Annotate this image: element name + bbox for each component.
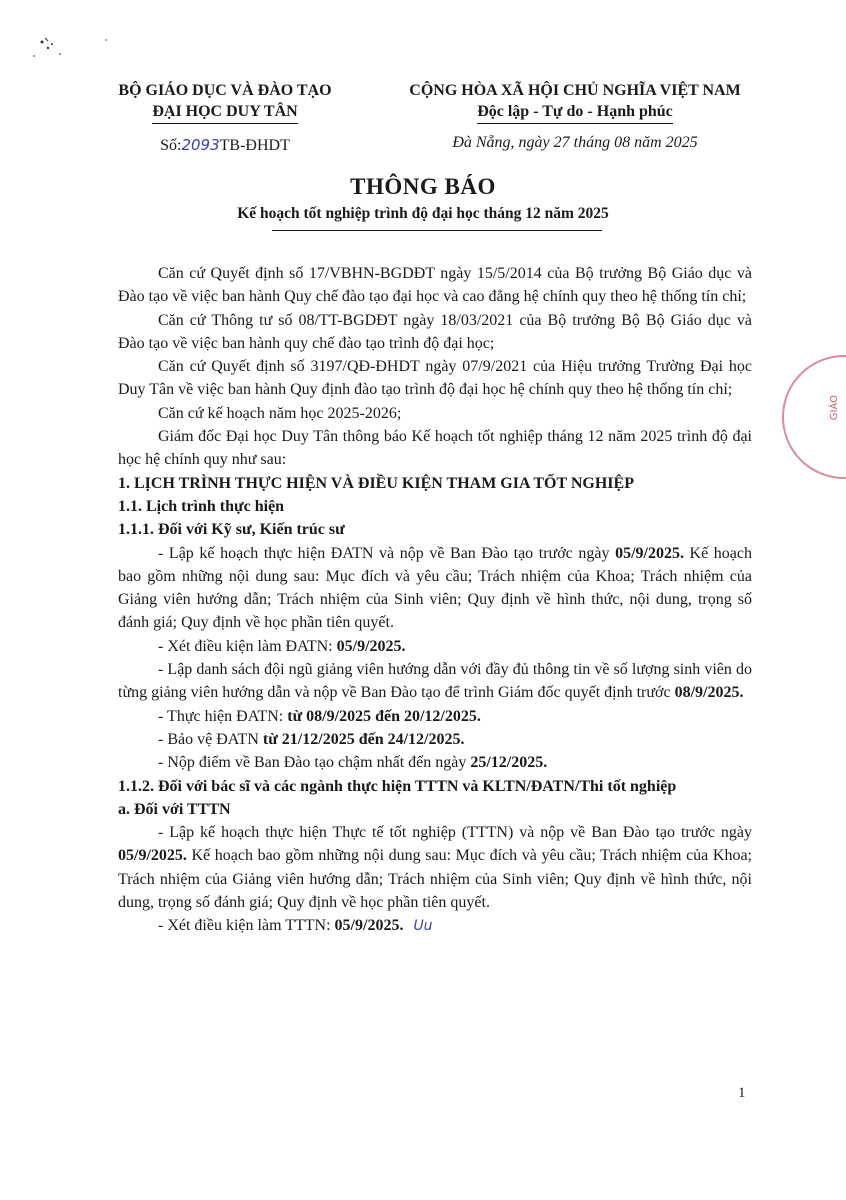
list-item: - Xét điều kiện làm TTTN: 05/9/2025. Uu [158, 917, 433, 935]
list-item: - Lập kế hoạch thực hiện Thực tế tốt nghiệp (TTTN) và nộp về Ban Đào tạo trước ngày 05/9/2025. Kế hoạch bao gồm những nội dung sau: Mục đích và yêu cầu; Trách nhiệm của Khoa; Trách nhiệm của Giảng viên hướng dẫn; Trách nhiệm của Sinh viên; Quy định về hình thức, nội dung, trọng số đánh giá; Quy định về học phần tiên quyết. [118, 824, 752, 912]
list-item: - Xét điều kiện làm ĐATN: 05/9/2025. [158, 637, 406, 655]
country-name: CỘNG HÒA XÃ HỘI CHỦ NGHĨA VIỆT NAM [409, 82, 741, 99]
list-item: - Lập danh sách đội ngũ giảng viên hướng dẫn với đầy đủ thông tin về số lượng sinh viên do từng giảng viên hướng dẫn và nộp về Ban Đào tạo để trình Giám đốc quyết định trước 08/9/2025. [118, 661, 752, 702]
list-item: - Lập kế hoạch thực hiện ĐATN và nộp về Ban Đào tạo trước ngày 05/9/2025. Kế hoạch bao gồm những nội dung sau: Mục đích và yêu cầu; Trách nhiệm của Khoa; Trách nhiệm của Giảng viên hướng dẫn; Trách nhiệm của Sinh viên; Quy định về hình thức, nội dung, trọng số đánh giá; Quy định về học phần tiên quyết. [118, 544, 753, 632]
preamble-2: Căn cứ Thông tư số 08/TT-BGDĐT ngày 18/03/2021 của Bộ trưởng Bộ Bộ Giáo dục và Đào tạo về việc ban hành quy chế đào tạo trình độ đại học; [118, 311, 752, 352]
doc-number-handwritten: 2093 [181, 136, 220, 154]
list-item: - Bảo vệ ĐATN từ 21/12/2025 đến 24/12/2025. [158, 730, 465, 748]
issuer-block [100, 80, 350, 124]
document-number [100, 136, 350, 155]
document-subtitle: Kế hoạch tốt nghiệp trình độ đại học tháng 12 năm 2025 [237, 205, 609, 222]
preamble-5: Giám đốc Đại học Duy Tân thông báo Kế hoạch tốt nghiệp tháng 12 năm 2025 trình độ đại học hệ chính quy như sau: [118, 428, 752, 469]
doc-number-suffix: TB-ĐHDT [219, 137, 290, 154]
scan-specks [12, 28, 112, 68]
doc-number-prefix: Số: [160, 137, 182, 154]
list-item: - Nộp điểm về Ban Đào tạo chậm nhất đến ngày 25/12/2025. [158, 754, 548, 772]
section-a-heading: a. Đối với TTTN [118, 800, 231, 818]
page-number: 1 [738, 1085, 746, 1101]
subtitle-rule [272, 230, 602, 231]
university-name: ĐẠI HỌC DUY TÂN [152, 101, 297, 124]
national-header [370, 80, 780, 124]
ministry-name: BỘ GIÁO DỤC VÀ ĐÀO TẠO [118, 82, 332, 99]
list-item: - Thực hiện ĐATN: từ 08/9/2025 đến 20/12/2025. [158, 707, 481, 725]
preamble-4: Căn cứ kế hoạch năm học 2025-2026; [158, 404, 402, 422]
stamp-seal-text: GIÁO [829, 395, 840, 421]
section-1-heading: 1. LỊCH TRÌNH THỰC HIỆN VÀ ĐIỀU KIỆN THAM GIA TỐT NGHIỆP [118, 474, 634, 492]
preamble-3: Căn cứ Quyết định số 3197/QĐ-ĐHDT ngày 07/9/2021 của Hiệu trưởng Trường Đại học Duy Tân về việc ban hành Quy định đào tạo trình độ đại học hệ chính quy theo hệ thống tín chỉ; [118, 358, 752, 399]
section-1-1-1-heading: 1.1.1. Đối với Kỹ sư, Kiến trúc sư [118, 521, 345, 539]
document-title: THÔNG BÁO [350, 174, 496, 199]
section-1-1-heading: 1.1. Lịch trình thực hiện [118, 497, 285, 515]
document-body [118, 262, 752, 939]
handwritten-initials: Uu [413, 918, 433, 935]
section-1-1-2-heading: 1.1.2. Đối với bác sĩ và các ngành thực hiện TTTN và KLTN/ĐATN/Thi tốt nghiệp [118, 777, 677, 795]
national-motto: Độc lập - Tự do - Hạnh phúc [477, 101, 673, 124]
place-date: Đà Nẵng, ngày 27 tháng 08 năm 2025 [452, 134, 698, 151]
preamble-1: Căn cứ Quyết định số 17/VBHN-BGDĐT ngày 15/5/2014 của Bộ trưởng Bộ Giáo dục và Đào tạo về việc ban hành Quy chế đào tạo đại học và cao đẳng hệ chính quy theo hệ thống tín chỉ; [118, 265, 752, 306]
